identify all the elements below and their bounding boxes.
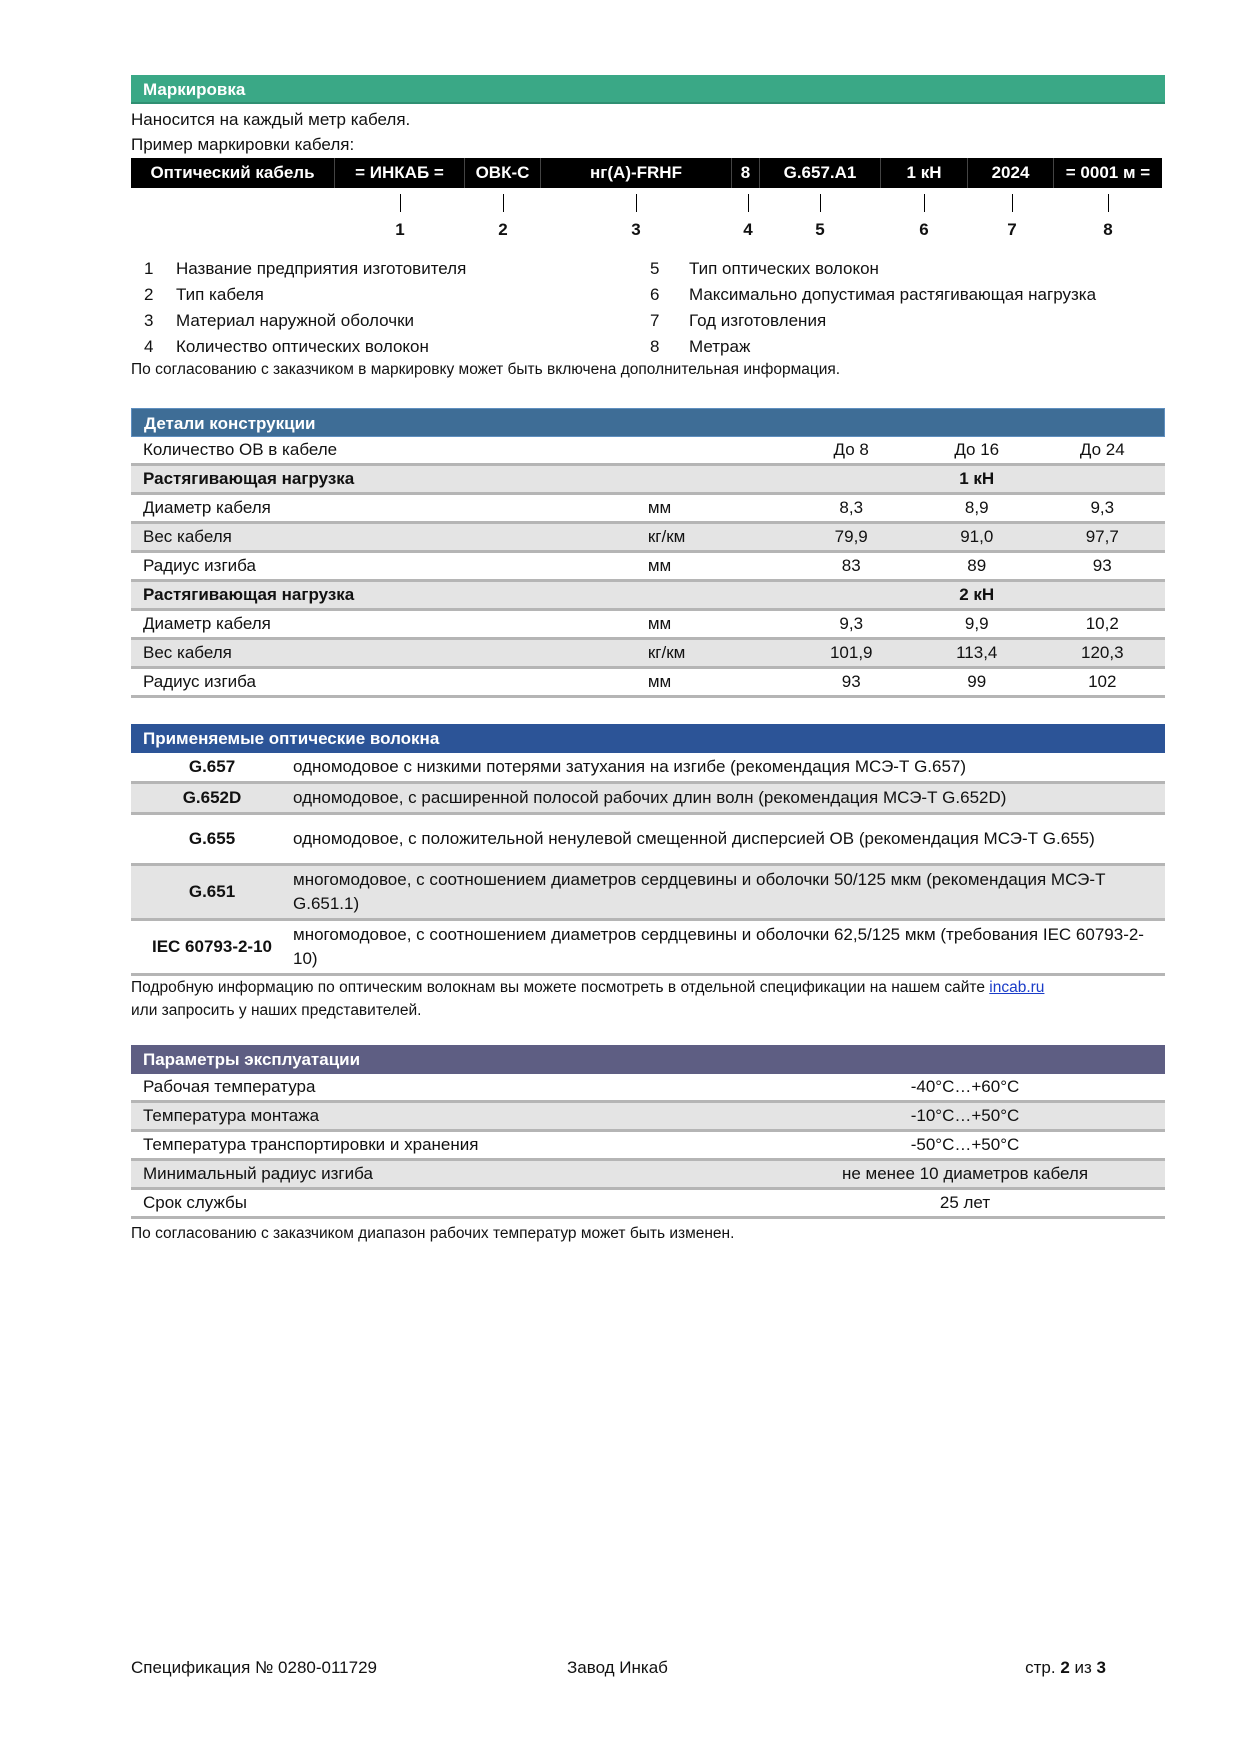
legend-number: 3 [144, 311, 154, 330]
param-value: -10°C…+50°C [910, 1106, 1020, 1125]
footer-spec: Спецификация № 0280-011729 [131, 1658, 377, 1677]
fiber-description: одномодовое, с положительной ненулевой смещенной дисперсией ОВ (рекомендация МСЭ-Т G.655) [293, 829, 1095, 848]
fiber-description: многомодовое, с соотношением диаметров сердцевины и оболочки 50/125 мкм (рекомендация МСЭ-Т G.651.1) [293, 870, 1106, 913]
param-value: 25 лет [939, 1193, 991, 1212]
fiber-code: G.657 [188, 757, 236, 776]
footer-company: Завод Инкаб [567, 1658, 668, 1677]
value-cell: 89 [967, 556, 987, 575]
fibers-note-text2: или запросить у наших представителей. [131, 1002, 422, 1019]
fibers-note [131, 976, 1171, 1022]
section-header-marking: Маркировка [131, 75, 1165, 104]
footer-page [1025, 1658, 1106, 1678]
row-label: Радиус изгиба [143, 556, 256, 575]
legend-text: Количество оптических волокон [176, 337, 429, 356]
table-row [131, 669, 1165, 698]
construction-table [131, 437, 1165, 698]
value-span: 2 кН [959, 585, 995, 604]
table-row [131, 524, 1165, 553]
row-unit: мм [647, 672, 672, 691]
marking-example-bar [131, 158, 1162, 188]
value-cell: 102 [1088, 672, 1117, 691]
value-cell: 83 [841, 556, 861, 575]
legend-text: Метраж [689, 337, 751, 356]
table-row [131, 866, 1165, 921]
pointer [805, 194, 835, 240]
table-row [131, 1103, 1165, 1132]
pointer [385, 194, 415, 240]
table-row [131, 495, 1165, 524]
pointer-number: 3 [631, 220, 641, 239]
section-header-operation: Параметры эксплуатации [131, 1045, 1165, 1074]
value-cell: 99 [967, 672, 987, 691]
incab-link[interactable]: incab.ru [989, 979, 1045, 996]
fibers-note-text: Подробную информацию по оптическим волокнам вы можете посмотреть в отдельной спецификации на нашем сайте [131, 979, 990, 996]
param-label: Температура транспортировки и хранения [143, 1135, 479, 1154]
marking-part: 1 кН [881, 158, 968, 188]
pointer [621, 194, 651, 240]
table-row [131, 582, 1165, 611]
fiber-code: G.655 [188, 829, 236, 848]
marking-line2: Пример маркировки кабеля: [131, 135, 355, 154]
row-unit: кг/км [647, 527, 686, 546]
row-label: Растягивающая нагрузка [143, 585, 355, 604]
table-row [131, 611, 1165, 640]
legend-text: Тип оптических волокон [689, 259, 879, 278]
marking-part: Оптический кабель [131, 158, 335, 188]
table-row [131, 1074, 1165, 1103]
section-header-fibers: Применяемые оптические волокна [131, 724, 1165, 753]
table-row [131, 1132, 1165, 1161]
param-label: Минимальный радиус изгиба [143, 1164, 373, 1183]
value-cell: 93 [1092, 556, 1112, 575]
table-row [131, 921, 1165, 976]
marking-part: 8 [732, 158, 760, 188]
legend-number: 7 [650, 311, 660, 330]
value-cell: 9,9 [964, 614, 989, 633]
pointer-number: 4 [743, 220, 753, 239]
pointer-number: 6 [919, 220, 929, 239]
page-of: из [1069, 1658, 1097, 1677]
marking-note: По согласованию с заказчиком в маркировку может быть включена дополнительная информация. [131, 361, 841, 378]
legend-number: 8 [650, 337, 660, 356]
fiber-code: IEC 60793-2-10 [151, 937, 273, 956]
value-cell: 113,4 [956, 643, 998, 662]
page-prefix: стр. [1025, 1658, 1061, 1677]
marking-part: нг(А)-FRHF [541, 158, 732, 188]
pointer-number: 7 [1007, 220, 1017, 239]
legend-text: Название предприятия изготовителя [176, 259, 467, 278]
row-unit: мм [647, 614, 672, 633]
legend-text: Материал наружной оболочки [176, 311, 415, 330]
value-cell: До 24 [1079, 440, 1125, 459]
value-cell: 101,9 [829, 643, 873, 662]
param-label: Срок службы [143, 1193, 247, 1212]
param-label: Температура монтажа [143, 1106, 320, 1125]
legend-number: 6 [650, 285, 660, 304]
marking-part: ОВК-С [465, 158, 541, 188]
page-number: 2 [1060, 1658, 1070, 1677]
param-value: -50°C…+50°C [910, 1135, 1020, 1154]
row-label: Радиус изгиба [143, 672, 256, 691]
row-label: Вес кабеля [143, 527, 232, 546]
value-cell: 97,7 [1085, 527, 1119, 546]
fiber-code: G.651 [188, 882, 236, 901]
value-cell: До 16 [954, 440, 1000, 459]
value-cell: 9,3 [839, 614, 864, 633]
marking-part: = ИНКАБ = [335, 158, 465, 188]
legend-text: Максимально допустимая растягивающая нагрузка [689, 285, 1097, 304]
value-span: 1 кН [959, 469, 995, 488]
value-cell: 8,9 [964, 498, 989, 517]
legend-number: 5 [650, 259, 660, 278]
row-label: Растягивающая нагрузка [143, 469, 355, 488]
value-cell: 8,3 [839, 498, 864, 517]
marking-part: = 0001 м = [1065, 163, 1151, 182]
operation-table [131, 1074, 1165, 1219]
value-cell: До 8 [833, 440, 869, 459]
row-label: Диаметр кабеля [143, 498, 271, 517]
value-cell: 93 [841, 672, 861, 691]
param-label: Рабочая температура [143, 1077, 316, 1096]
table-row [131, 437, 1165, 466]
legend-number: 4 [144, 337, 154, 356]
row-unit: мм [647, 556, 672, 575]
marking-line1: Наносится на каждый метр кабеля. [131, 110, 411, 129]
legend-number: 2 [144, 285, 154, 304]
pointer [909, 194, 939, 240]
row-label: Количество ОВ в кабеле [143, 440, 338, 459]
pointer [997, 194, 1027, 240]
pointer-number: 8 [1103, 220, 1113, 239]
legend-text: Тип кабеля [176, 285, 264, 304]
table-row [131, 784, 1165, 815]
pointer-number: 2 [498, 220, 508, 239]
pointer [488, 194, 518, 240]
table-row [131, 640, 1165, 669]
table-row [131, 553, 1165, 582]
row-label: Диаметр кабеля [143, 614, 271, 633]
table-row [131, 1161, 1165, 1190]
marking-part: 2024 [968, 158, 1054, 188]
pointer [1093, 194, 1123, 240]
param-value: не менее 10 диаметров кабеля [841, 1164, 1089, 1183]
value-cell: 91,0 [960, 527, 994, 546]
legend-text: Год изготовления [689, 311, 827, 330]
pointer [733, 194, 763, 240]
table-row [131, 753, 1165, 784]
operation-note: По согласованию с заказчиком диапазон рабочих температур может быть изменен. [131, 1225, 735, 1242]
fiber-description: многомодовое, с соотношением диаметров сердцевины и оболочки 62,5/125 мкм (требования IEC 60793-2-10) [293, 925, 1144, 968]
table-row [131, 815, 1165, 866]
fiber-code: G.652D [182, 788, 242, 807]
pointer-number: 1 [395, 220, 405, 239]
page-total: 3 [1096, 1658, 1106, 1677]
value-cell: 9,3 [1090, 498, 1115, 517]
marking-pointers [0, 194, 1241, 244]
fiber-description: одномодовое с низкими потерями затухания на изгибе (рекомендация МСЭ-Т G.657) [293, 757, 967, 776]
pointer-number: 5 [815, 220, 825, 239]
value-cell: 120,3 [1080, 643, 1124, 662]
marking-part: G.657.A1 [760, 158, 881, 188]
row-label: Вес кабеля [143, 643, 232, 662]
section-header-construction: Детали конструкции [131, 408, 1165, 437]
legend-number: 1 [144, 259, 154, 278]
value-cell: 79,9 [834, 527, 868, 546]
fiber-description: одномодовое, с расширенной полосой рабочих длин волн (рекомендация МСЭ-Т G.652D) [293, 788, 1007, 807]
param-value: -40°C…+60°C [910, 1077, 1020, 1096]
row-unit: кг/км [647, 643, 686, 662]
table-row [131, 1190, 1165, 1219]
value-cell: 10,2 [1085, 614, 1119, 633]
table-row [131, 466, 1165, 495]
row-unit: мм [647, 498, 672, 517]
fibers-table [131, 753, 1165, 976]
